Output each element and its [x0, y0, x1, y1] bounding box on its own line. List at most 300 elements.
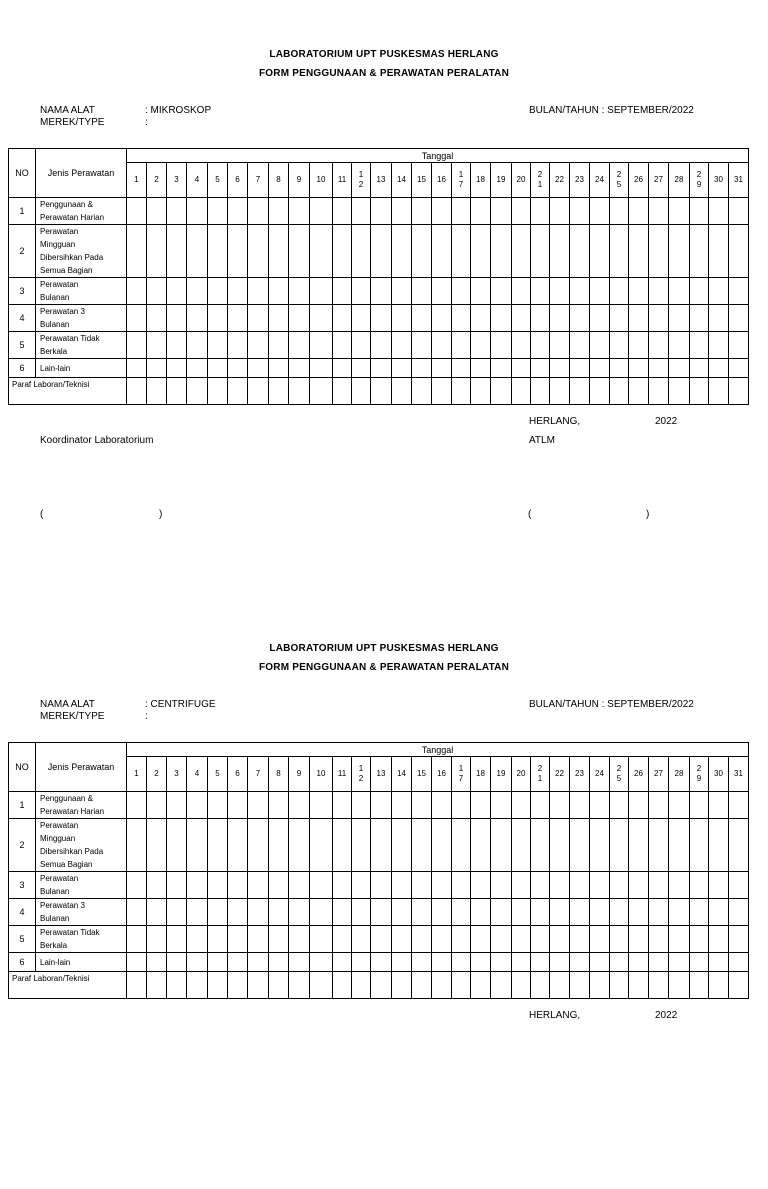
day-cell[interactable]: [531, 926, 550, 953]
paraf-cell[interactable]: [392, 378, 412, 405]
day-cell[interactable]: [531, 305, 550, 332]
day-cell[interactable]: [452, 819, 471, 872]
day-cell[interactable]: [669, 305, 690, 332]
day-cell[interactable]: [512, 305, 531, 332]
day-cell[interactable]: [570, 305, 590, 332]
day-cell[interactable]: [550, 926, 570, 953]
day-cell[interactable]: [392, 305, 412, 332]
paraf-cell[interactable]: [167, 378, 187, 405]
day-cell[interactable]: [491, 953, 512, 972]
day-cell[interactable]: [729, 872, 749, 899]
day-cell[interactable]: [729, 225, 749, 278]
day-cell[interactable]: [248, 819, 269, 872]
day-cell[interactable]: [127, 225, 147, 278]
day-cell[interactable]: [590, 872, 610, 899]
day-cell[interactable]: [352, 792, 371, 819]
day-cell[interactable]: [690, 332, 709, 359]
day-cell[interactable]: [452, 359, 471, 378]
day-cell[interactable]: [452, 953, 471, 972]
day-cell[interactable]: [669, 198, 690, 225]
day-cell[interactable]: [352, 926, 371, 953]
paraf-cell[interactable]: [590, 378, 610, 405]
day-cell[interactable]: [531, 792, 550, 819]
day-cell[interactable]: [550, 359, 570, 378]
day-cell[interactable]: [550, 872, 570, 899]
paraf-cell[interactable]: [371, 972, 392, 999]
day-cell[interactable]: [512, 926, 531, 953]
paraf-cell[interactable]: [531, 972, 550, 999]
day-cell[interactable]: [531, 819, 550, 872]
day-cell[interactable]: [452, 305, 471, 332]
day-cell[interactable]: [649, 359, 669, 378]
day-cell[interactable]: [669, 819, 690, 872]
day-cell[interactable]: [228, 792, 248, 819]
day-cell[interactable]: [432, 953, 452, 972]
day-cell[interactable]: [610, 926, 629, 953]
day-cell[interactable]: [269, 278, 289, 305]
day-cell[interactable]: [452, 926, 471, 953]
day-cell[interactable]: [471, 819, 491, 872]
day-cell[interactable]: [352, 198, 371, 225]
day-cell[interactable]: [491, 198, 512, 225]
paraf-cell[interactable]: [629, 378, 649, 405]
day-cell[interactable]: [471, 872, 491, 899]
day-cell[interactable]: [310, 926, 333, 953]
day-cell[interactable]: [412, 278, 432, 305]
paraf-cell[interactable]: [709, 972, 729, 999]
day-cell[interactable]: [352, 225, 371, 278]
paraf-cell[interactable]: [248, 972, 269, 999]
day-cell[interactable]: [333, 198, 352, 225]
day-cell[interactable]: [729, 792, 749, 819]
paraf-cell[interactable]: [610, 972, 629, 999]
day-cell[interactable]: [709, 926, 729, 953]
day-cell[interactable]: [512, 953, 531, 972]
paraf-cell[interactable]: [512, 378, 531, 405]
day-cell[interactable]: [147, 359, 167, 378]
day-cell[interactable]: [208, 819, 228, 872]
day-cell[interactable]: [127, 359, 147, 378]
day-cell[interactable]: [289, 359, 310, 378]
day-cell[interactable]: [649, 953, 669, 972]
day-cell[interactable]: [649, 926, 669, 953]
day-cell[interactable]: [208, 225, 228, 278]
day-cell[interactable]: [590, 792, 610, 819]
day-cell[interactable]: [570, 899, 590, 926]
paraf-cell[interactable]: [610, 378, 629, 405]
day-cell[interactable]: [471, 899, 491, 926]
day-cell[interactable]: [690, 198, 709, 225]
day-cell[interactable]: [333, 332, 352, 359]
day-cell[interactable]: [491, 926, 512, 953]
day-cell[interactable]: [550, 819, 570, 872]
day-cell[interactable]: [127, 899, 147, 926]
paraf-cell[interactable]: [669, 378, 690, 405]
day-cell[interactable]: [228, 899, 248, 926]
day-cell[interactable]: [590, 953, 610, 972]
day-cell[interactable]: [371, 225, 392, 278]
day-cell[interactable]: [452, 225, 471, 278]
day-cell[interactable]: [371, 792, 392, 819]
paraf-cell[interactable]: [228, 378, 248, 405]
paraf-cell[interactable]: [310, 378, 333, 405]
day-cell[interactable]: [590, 225, 610, 278]
day-cell[interactable]: [512, 225, 531, 278]
day-cell[interactable]: [491, 225, 512, 278]
day-cell[interactable]: [590, 305, 610, 332]
paraf-cell[interactable]: [729, 378, 749, 405]
day-cell[interactable]: [392, 359, 412, 378]
day-cell[interactable]: [432, 899, 452, 926]
day-cell[interactable]: [187, 819, 208, 872]
day-cell[interactable]: [269, 926, 289, 953]
day-cell[interactable]: [610, 278, 629, 305]
day-cell[interactable]: [629, 305, 649, 332]
day-cell[interactable]: [167, 819, 187, 872]
day-cell[interactable]: [208, 198, 228, 225]
day-cell[interactable]: [471, 198, 491, 225]
day-cell[interactable]: [709, 332, 729, 359]
day-cell[interactable]: [729, 819, 749, 872]
paraf-cell[interactable]: [690, 972, 709, 999]
day-cell[interactable]: [248, 332, 269, 359]
day-cell[interactable]: [531, 198, 550, 225]
paraf-cell[interactable]: [187, 972, 208, 999]
day-cell[interactable]: [187, 953, 208, 972]
day-cell[interactable]: [649, 872, 669, 899]
day-cell[interactable]: [590, 819, 610, 872]
day-cell[interactable]: [248, 872, 269, 899]
day-cell[interactable]: [310, 899, 333, 926]
day-cell[interactable]: [709, 792, 729, 819]
day-cell[interactable]: [187, 198, 208, 225]
day-cell[interactable]: [371, 899, 392, 926]
day-cell[interactable]: [471, 359, 491, 378]
day-cell[interactable]: [669, 953, 690, 972]
day-cell[interactable]: [371, 872, 392, 899]
day-cell[interactable]: [333, 359, 352, 378]
paraf-cell[interactable]: [228, 972, 248, 999]
day-cell[interactable]: [512, 278, 531, 305]
day-cell[interactable]: [649, 225, 669, 278]
day-cell[interactable]: [669, 332, 690, 359]
day-cell[interactable]: [208, 305, 228, 332]
day-cell[interactable]: [167, 278, 187, 305]
day-cell[interactable]: [392, 819, 412, 872]
day-cell[interactable]: [709, 278, 729, 305]
day-cell[interactable]: [269, 953, 289, 972]
day-cell[interactable]: [147, 953, 167, 972]
day-cell[interactable]: [649, 332, 669, 359]
day-cell[interactable]: [248, 926, 269, 953]
day-cell[interactable]: [669, 225, 690, 278]
day-cell[interactable]: [167, 332, 187, 359]
day-cell[interactable]: [729, 332, 749, 359]
day-cell[interactable]: [187, 872, 208, 899]
day-cell[interactable]: [432, 359, 452, 378]
day-cell[interactable]: [228, 359, 248, 378]
day-cell[interactable]: [310, 792, 333, 819]
day-cell[interactable]: [729, 278, 749, 305]
day-cell[interactable]: [412, 359, 432, 378]
day-cell[interactable]: [709, 198, 729, 225]
paraf-cell[interactable]: [471, 972, 491, 999]
day-cell[interactable]: [208, 926, 228, 953]
paraf-cell[interactable]: [208, 378, 228, 405]
day-cell[interactable]: [649, 819, 669, 872]
day-cell[interactable]: [570, 359, 590, 378]
paraf-cell[interactable]: [452, 378, 471, 405]
day-cell[interactable]: [550, 899, 570, 926]
day-cell[interactable]: [371, 953, 392, 972]
day-cell[interactable]: [167, 198, 187, 225]
day-cell[interactable]: [228, 225, 248, 278]
day-cell[interactable]: [147, 278, 167, 305]
day-cell[interactable]: [208, 359, 228, 378]
paraf-cell[interactable]: [167, 972, 187, 999]
day-cell[interactable]: [452, 332, 471, 359]
day-cell[interactable]: [147, 926, 167, 953]
day-cell[interactable]: [491, 872, 512, 899]
day-cell[interactable]: [531, 278, 550, 305]
day-cell[interactable]: [452, 792, 471, 819]
day-cell[interactable]: [709, 819, 729, 872]
day-cell[interactable]: [412, 332, 432, 359]
day-cell[interactable]: [729, 926, 749, 953]
day-cell[interactable]: [289, 953, 310, 972]
day-cell[interactable]: [310, 278, 333, 305]
paraf-cell[interactable]: [412, 378, 432, 405]
day-cell[interactable]: [127, 953, 147, 972]
day-cell[interactable]: [147, 225, 167, 278]
paraf-cell[interactable]: [709, 378, 729, 405]
day-cell[interactable]: [310, 953, 333, 972]
day-cell[interactable]: [412, 305, 432, 332]
day-cell[interactable]: [669, 359, 690, 378]
day-cell[interactable]: [649, 899, 669, 926]
day-cell[interactable]: [248, 359, 269, 378]
day-cell[interactable]: [690, 792, 709, 819]
day-cell[interactable]: [147, 305, 167, 332]
day-cell[interactable]: [333, 792, 352, 819]
day-cell[interactable]: [531, 899, 550, 926]
day-cell[interactable]: [248, 305, 269, 332]
day-cell[interactable]: [512, 872, 531, 899]
day-cell[interactable]: [208, 792, 228, 819]
day-cell[interactable]: [269, 332, 289, 359]
day-cell[interactable]: [610, 225, 629, 278]
day-cell[interactable]: [709, 953, 729, 972]
day-cell[interactable]: [690, 926, 709, 953]
day-cell[interactable]: [512, 792, 531, 819]
paraf-cell[interactable]: [432, 378, 452, 405]
day-cell[interactable]: [289, 225, 310, 278]
day-cell[interactable]: [248, 899, 269, 926]
day-cell[interactable]: [570, 953, 590, 972]
day-cell[interactable]: [310, 332, 333, 359]
day-cell[interactable]: [432, 225, 452, 278]
day-cell[interactable]: [471, 305, 491, 332]
day-cell[interactable]: [187, 332, 208, 359]
day-cell[interactable]: [432, 305, 452, 332]
day-cell[interactable]: [127, 819, 147, 872]
day-cell[interactable]: [709, 305, 729, 332]
day-cell[interactable]: [310, 819, 333, 872]
day-cell[interactable]: [550, 953, 570, 972]
day-cell[interactable]: [412, 792, 432, 819]
day-cell[interactable]: [147, 792, 167, 819]
day-cell[interactable]: [371, 926, 392, 953]
day-cell[interactable]: [392, 953, 412, 972]
day-cell[interactable]: [570, 792, 590, 819]
day-cell[interactable]: [471, 792, 491, 819]
day-cell[interactable]: [289, 278, 310, 305]
day-cell[interactable]: [352, 953, 371, 972]
day-cell[interactable]: [412, 953, 432, 972]
day-cell[interactable]: [432, 926, 452, 953]
day-cell[interactable]: [590, 359, 610, 378]
day-cell[interactable]: [729, 305, 749, 332]
paraf-cell[interactable]: [729, 972, 749, 999]
day-cell[interactable]: [147, 899, 167, 926]
day-cell[interactable]: [167, 359, 187, 378]
day-cell[interactable]: [187, 278, 208, 305]
day-cell[interactable]: [531, 332, 550, 359]
day-cell[interactable]: [690, 305, 709, 332]
paraf-cell[interactable]: [352, 378, 371, 405]
paraf-cell[interactable]: [432, 972, 452, 999]
paraf-cell[interactable]: [147, 378, 167, 405]
day-cell[interactable]: [669, 899, 690, 926]
day-cell[interactable]: [610, 899, 629, 926]
day-cell[interactable]: [729, 198, 749, 225]
day-cell[interactable]: [392, 332, 412, 359]
day-cell[interactable]: [392, 899, 412, 926]
day-cell[interactable]: [491, 359, 512, 378]
day-cell[interactable]: [127, 792, 147, 819]
day-cell[interactable]: [228, 305, 248, 332]
day-cell[interactable]: [709, 899, 729, 926]
day-cell[interactable]: [610, 332, 629, 359]
paraf-cell[interactable]: [669, 972, 690, 999]
day-cell[interactable]: [392, 198, 412, 225]
paraf-cell[interactable]: [333, 378, 352, 405]
day-cell[interactable]: [371, 305, 392, 332]
day-cell[interactable]: [471, 926, 491, 953]
day-cell[interactable]: [228, 819, 248, 872]
day-cell[interactable]: [629, 278, 649, 305]
paraf-cell[interactable]: [269, 378, 289, 405]
day-cell[interactable]: [649, 278, 669, 305]
day-cell[interactable]: [610, 819, 629, 872]
day-cell[interactable]: [690, 359, 709, 378]
day-cell[interactable]: [590, 899, 610, 926]
day-cell[interactable]: [392, 872, 412, 899]
day-cell[interactable]: [590, 198, 610, 225]
paraf-cell[interactable]: [208, 972, 228, 999]
day-cell[interactable]: [512, 359, 531, 378]
day-cell[interactable]: [512, 332, 531, 359]
day-cell[interactable]: [471, 953, 491, 972]
day-cell[interactable]: [371, 819, 392, 872]
day-cell[interactable]: [491, 899, 512, 926]
day-cell[interactable]: [248, 198, 269, 225]
day-cell[interactable]: [729, 359, 749, 378]
day-cell[interactable]: [531, 872, 550, 899]
day-cell[interactable]: [269, 872, 289, 899]
day-cell[interactable]: [709, 225, 729, 278]
day-cell[interactable]: [512, 819, 531, 872]
paraf-cell[interactable]: [392, 972, 412, 999]
day-cell[interactable]: [352, 899, 371, 926]
day-cell[interactable]: [452, 198, 471, 225]
day-cell[interactable]: [228, 332, 248, 359]
day-cell[interactable]: [371, 359, 392, 378]
day-cell[interactable]: [550, 792, 570, 819]
day-cell[interactable]: [248, 278, 269, 305]
day-cell[interactable]: [550, 198, 570, 225]
day-cell[interactable]: [649, 792, 669, 819]
day-cell[interactable]: [610, 359, 629, 378]
day-cell[interactable]: [333, 278, 352, 305]
paraf-cell[interactable]: [127, 378, 147, 405]
day-cell[interactable]: [491, 278, 512, 305]
paraf-cell[interactable]: [491, 378, 512, 405]
day-cell[interactable]: [412, 872, 432, 899]
day-cell[interactable]: [412, 926, 432, 953]
day-cell[interactable]: [570, 926, 590, 953]
day-cell[interactable]: [289, 305, 310, 332]
day-cell[interactable]: [147, 332, 167, 359]
paraf-cell[interactable]: [289, 972, 310, 999]
day-cell[interactable]: [550, 225, 570, 278]
day-cell[interactable]: [228, 872, 248, 899]
day-cell[interactable]: [531, 953, 550, 972]
day-cell[interactable]: [550, 305, 570, 332]
paraf-cell[interactable]: [471, 378, 491, 405]
day-cell[interactable]: [590, 926, 610, 953]
day-cell[interactable]: [228, 278, 248, 305]
day-cell[interactable]: [729, 953, 749, 972]
paraf-cell[interactable]: [187, 378, 208, 405]
day-cell[interactable]: [269, 225, 289, 278]
paraf-cell[interactable]: [512, 972, 531, 999]
paraf-cell[interactable]: [352, 972, 371, 999]
day-cell[interactable]: [471, 278, 491, 305]
day-cell[interactable]: [228, 953, 248, 972]
paraf-cell[interactable]: [531, 378, 550, 405]
day-cell[interactable]: [248, 792, 269, 819]
day-cell[interactable]: [269, 359, 289, 378]
day-cell[interactable]: [289, 792, 310, 819]
paraf-cell[interactable]: [550, 972, 570, 999]
day-cell[interactable]: [352, 332, 371, 359]
day-cell[interactable]: [690, 872, 709, 899]
day-cell[interactable]: [491, 332, 512, 359]
paraf-cell[interactable]: [452, 972, 471, 999]
day-cell[interactable]: [690, 953, 709, 972]
day-cell[interactable]: [491, 819, 512, 872]
day-cell[interactable]: [669, 792, 690, 819]
day-cell[interactable]: [629, 819, 649, 872]
day-cell[interactable]: [208, 872, 228, 899]
day-cell[interactable]: [127, 305, 147, 332]
day-cell[interactable]: [412, 819, 432, 872]
day-cell[interactable]: [310, 225, 333, 278]
day-cell[interactable]: [127, 332, 147, 359]
day-cell[interactable]: [629, 225, 649, 278]
day-cell[interactable]: [690, 278, 709, 305]
